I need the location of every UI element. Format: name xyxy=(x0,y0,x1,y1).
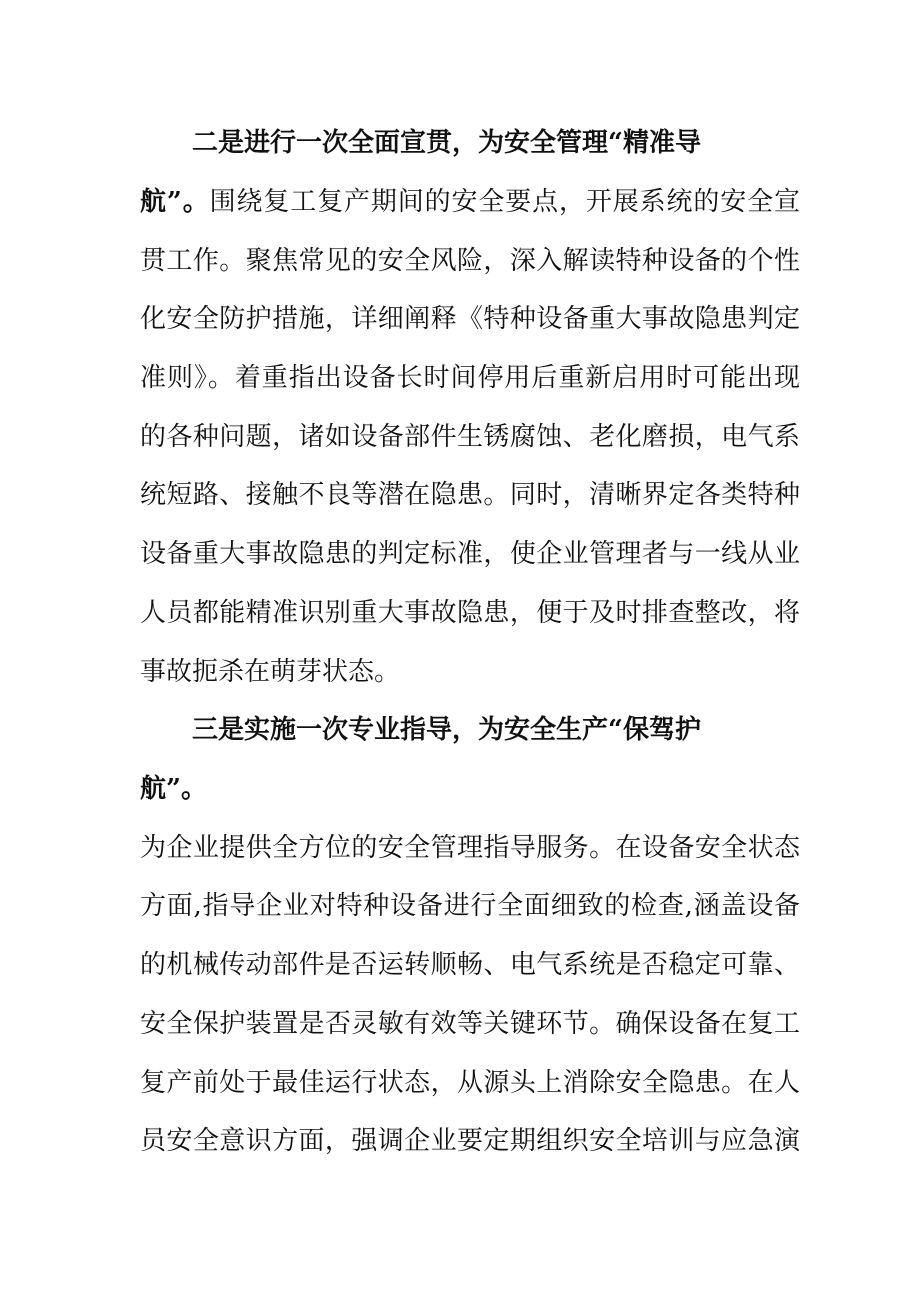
paragraph-line: 复产前处于最佳运行状态，从源头上消除安全隐患。在人 xyxy=(140,1068,800,1098)
paragraph-line: 为企业提供全方位的安全管理指导服务。在设备安全状态 xyxy=(140,833,800,863)
paragraph-line: 的各种问题，诸如设备部件生锈腐蚀、老化磨损，电气系 xyxy=(140,422,800,452)
paragraph-line: 安全保护装置是否灵敏有效等关键环节。确保设备在复工 xyxy=(140,1009,800,1039)
paragraph-line: 统短路、接触不良等潜在隐患。同时，清晰界定各类特种 xyxy=(140,480,800,510)
heading-two-tail: 航”。 xyxy=(140,187,210,217)
paragraph-line xyxy=(140,185,800,219)
paragraph-line: 的机械传动部件是否运转顺畅、电气系统是否稳定可靠、 xyxy=(140,950,800,980)
paragraph-line: 贯工作。聚焦常见的安全风险，深入解读特种设备的个性 xyxy=(140,246,800,276)
paragraph-line: 人员都能精准识别重大事故隐患，便于及时排查整改，将 xyxy=(140,598,800,628)
paragraph-line-last: 事故扼杀在萌芽状态。 xyxy=(140,657,401,687)
paragraph-line: 员安全意识方面，强调企业要定期组织安全培训与应急演 xyxy=(140,1126,800,1156)
heading-three: 三是实施一次专业指导，为安全生产“保驾护 xyxy=(192,715,701,745)
paragraph-line: 设备重大事故隐患的判定标准，使企业管理者与一线从业 xyxy=(140,539,800,569)
paragraph-line: 准则》。着重指出设备长时间停用后重新启用时可能出现 xyxy=(140,363,800,393)
paragraph-line: 方面,指导企业对特种设备进行全面细致的检查,涵盖设备 xyxy=(140,891,800,921)
heading-three-tail: 航”。 xyxy=(140,774,207,804)
heading-two: 二是进行一次全面宣贯，为安全管理“精准导 xyxy=(192,128,701,158)
paragraph-text: 围绕复工复产期间的安全要点，开展系统的安全宣 xyxy=(209,187,800,217)
paragraph-line: 化安全防护措施，详细阐释《特种设备重大事故隐患判定 xyxy=(140,304,800,334)
